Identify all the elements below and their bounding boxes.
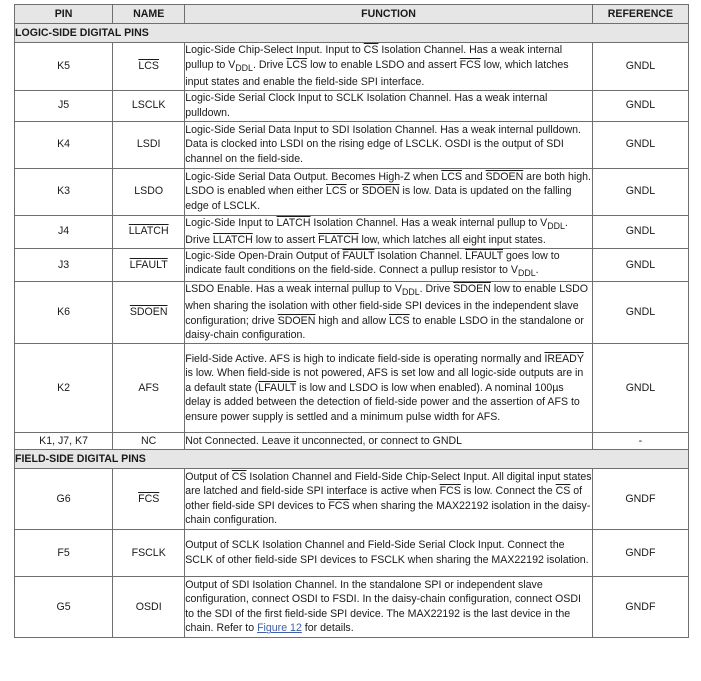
table-row [15, 281, 689, 343]
function-cell [185, 248, 593, 281]
function-text-segment: Output of SDI Isolation Channel. In the standalone SPI or independent slave configuration, connect OSDI to FSDI. In the daisy-chain configuration, connect OSDI to the SDI of the first field-side SPI device. The MAX22192 is the last device in the chain. Refer to [185, 578, 581, 635]
pin-cell: J3 [15, 248, 113, 281]
signal-name-cell: LFAULT [113, 248, 185, 281]
function-text-segment: DDL [401, 286, 420, 297]
pin-cell: F5 [15, 529, 113, 576]
function-text-segment: SDOEN [453, 282, 491, 295]
function-text-segment: is low. Connect the [460, 485, 556, 498]
function-text-segment: Logic-Side Open-Drain Output of [185, 249, 343, 262]
table-row [15, 432, 689, 449]
signal-name-cell: LSCLK [113, 90, 185, 121]
function-cell [185, 168, 593, 215]
pin-cell: G5 [15, 576, 113, 637]
table-row [15, 121, 689, 168]
table-row [15, 343, 689, 432]
pin-cell: K4 [15, 121, 113, 168]
function-text-segment: $\overline{LCS}$ [441, 170, 462, 183]
signal-name-cell: LSDI [113, 121, 185, 168]
function-text-segment: or [346, 185, 362, 198]
pin-cell: K3 [15, 168, 113, 215]
reference-cell: GNDF [592, 576, 688, 637]
function-text-segment: when sharing the MAX22192 isolation in the daisy-chain configuration. [185, 499, 591, 527]
function-cell [185, 343, 593, 432]
function-text-segment: is low and LSDO is low when enabled). A nominal 100µs delay is added between the detection of field-side power and the assertion of AFS to ensure power supply is settled and a minimum pulse width for AFS. [185, 381, 580, 423]
table-row [15, 529, 689, 576]
signal-name-cell: NC [113, 432, 185, 449]
pin-cell: J5 [15, 90, 113, 121]
function-cell [185, 90, 593, 121]
function-cell [185, 215, 593, 248]
function-text-segment: Logic-Side Serial Data Output. Becomes High-Z when [185, 170, 442, 183]
section-header-row [15, 449, 689, 468]
function-text-segment: Logic-Side Input to [185, 216, 277, 229]
table-row [15, 90, 689, 121]
function-text-segment: SDOEN [485, 170, 524, 183]
signal-name-cell: SDOEN [113, 281, 185, 343]
function-text-segment: low, which latches all eight input states. [358, 234, 546, 247]
function-text-segment: Isolation Channel and Field-Side Chip-Select Input. All digital input states are latched and field-side SPI interface is active when [185, 470, 592, 498]
function-cell [185, 281, 593, 343]
reference-cell: GNDF [592, 468, 688, 529]
table-header-row [15, 5, 689, 24]
function-text-segment: DDL [517, 268, 536, 279]
function-text-segment: low to assert [252, 234, 319, 247]
function-text-segment: $\overline{CS}$ [231, 470, 247, 483]
pin-cell: K5 [15, 43, 113, 91]
reference-cell: GNDL [592, 281, 688, 343]
function-cell [185, 576, 593, 637]
signal-name-cell: LSDO [113, 168, 185, 215]
function-text-segment: $\overline{LCS}$ [286, 58, 308, 71]
table-row [15, 43, 689, 91]
function-text-segment: SDOEN [277, 314, 316, 327]
table-row [15, 576, 689, 637]
function-text-segment: Logic-Side Serial Data Input to SDI Isolation Channel. Has a weak internal pulldown. Data is clocked into LSDI on the rising edge of LSCLK. OSDI is the output of SDI channel on the field-side. [185, 123, 581, 165]
function-text-segment: . Drive [185, 216, 568, 247]
function-text-segment: DDL [235, 62, 253, 73]
reference-cell: GNDL [592, 90, 688, 121]
function-text-segment: Not Connected. Leave it unconnected, or connect to GNDL [185, 434, 463, 447]
table-row [15, 468, 689, 529]
header-pin: PIN [15, 5, 113, 24]
function-text-segment: $\overline{CS}$ [363, 44, 379, 56]
function-text-segment: Output of SCLK Isolation Channel and Field-Side Serial Clock Input. Connect the SCLK of other field-side SPI devices to FSCLK when sharing the MAX22192 isolation. [185, 539, 589, 566]
function-text-segment: LLATCH [212, 234, 253, 247]
function-text-segment: $\overline{FCS}$ [328, 499, 350, 512]
function-text-segment: and [461, 170, 486, 183]
pin-description-table [14, 4, 689, 638]
pin-cell: G6 [15, 468, 113, 529]
pin-cell: J4 [15, 215, 113, 248]
table-row [15, 168, 689, 215]
section-title: FIELD-SIDE DIGITAL PINS [15, 449, 689, 468]
function-text-segment: DDL [547, 220, 565, 231]
signal-name-cell: AFS [113, 343, 185, 432]
function-text-segment: LFAULT [258, 381, 297, 394]
section-header-row [15, 24, 689, 43]
function-text-segment: goes low to indicate fault conditions on the field-side. Connect a pullup resistor to V [185, 249, 560, 277]
function-text-segment: . [535, 264, 539, 277]
signal-name-cell: LLATCH [113, 215, 185, 248]
table-row [15, 215, 689, 248]
section-title: LOGIC-SIDE DIGITAL PINS [15, 24, 689, 43]
reference-cell: GNDL [592, 248, 688, 281]
function-cell [185, 43, 593, 91]
function-text-segment: $\overline{CS}$ [555, 485, 571, 498]
figure-link[interactable]: Figure 12 [257, 622, 302, 635]
signal-name-cell: OSDI [113, 576, 185, 637]
function-text-segment: Field-Side Active. AFS is high to indicate field-side is operating normally and [185, 352, 545, 365]
table-row [15, 248, 689, 281]
reference-cell: GNDF [592, 529, 688, 576]
function-text-segment: is low. Data is updated on the falling edge of LSCLK. [185, 185, 572, 212]
reference-cell: - [592, 432, 688, 449]
function-text-segment: LATCH [276, 216, 311, 229]
function-text-segment: of other field-side SPI devices to [185, 485, 583, 512]
function-text-segment: SDOEN [361, 185, 400, 198]
function-text-segment: IREADY [544, 352, 584, 365]
function-text-segment: Output of [185, 470, 232, 483]
pin-cell: K6 [15, 281, 113, 343]
function-cell [185, 432, 593, 449]
signal-name-cell: $\overline{FCS}$ [113, 468, 185, 529]
function-text-segment: FLATCH [318, 234, 359, 247]
reference-cell: GNDL [592, 215, 688, 248]
function-text-segment: Isolation Channel. Has a weak internal pullup to V [310, 216, 548, 229]
reference-cell: GNDL [592, 43, 688, 91]
function-text-segment: low to enable LSDO and assert [307, 58, 460, 71]
table-body [15, 24, 689, 638]
function-text-segment: FAULT [342, 249, 375, 262]
function-text-segment: Isolation Channel. Has a weak internal pullup to V [185, 44, 563, 71]
function-text-segment: low, which latches input states and enable the field-side SPI interface. [185, 58, 569, 89]
pin-cell: K2 [15, 343, 113, 432]
function-text-segment: LSDO Enable. Has a weak internal pullup to V [185, 282, 402, 295]
signal-name-cell: $\overline{LCS}$ [113, 43, 185, 91]
reference-cell: GNDL [592, 343, 688, 432]
reference-cell: GNDL [592, 121, 688, 168]
function-cell [185, 529, 593, 576]
function-text-segment: $\overline{LCS}$ [325, 185, 347, 198]
function-cell [185, 468, 593, 529]
signal-name-cell: FSCLK [113, 529, 185, 576]
function-text-segment: LFAULT [465, 249, 504, 262]
reference-cell: GNDL [592, 168, 688, 215]
function-text-segment: $\overline{FCS}$ [459, 58, 481, 71]
function-text-segment: high and allow [315, 314, 389, 327]
function-text-segment: Isolation Channel. [374, 249, 466, 262]
function-text-segment: $\overline{FCS}$ [439, 485, 461, 498]
function-text-segment: . Drive [419, 282, 454, 295]
function-text-segment: to enable LSDO in the standalone or daisy-chain configuration. [185, 314, 584, 342]
header-reference: REFERENCE [592, 5, 688, 24]
function-text-segment: low to enable LSDO when sharing the isolation with other field-side SPI devices in the independent slave configuration; drive [185, 282, 589, 327]
pin-cell: K1, J7, K7 [15, 432, 113, 449]
function-text-segment: for details. [301, 622, 354, 635]
header-name: NAME [113, 5, 185, 24]
function-text-segment: Logic-Side Chip-Select Input. Input to [185, 44, 364, 56]
function-text-segment: Logic-Side Serial Clock Input to SCLK Isolation Channel. Has a weak internal pulldown. [185, 92, 548, 119]
function-cell [185, 121, 593, 168]
function-text-segment: are both high. LSDO is enabled when either [185, 170, 591, 198]
function-text-segment: is low. When field-side is not powered, AFS is set low and all logic-side outputs are in a default state ( [185, 367, 584, 394]
function-text-segment: $\overline{LCS}$ [389, 314, 410, 327]
function-text-segment: . Drive [252, 58, 287, 71]
header-function: FUNCTION [185, 5, 593, 24]
